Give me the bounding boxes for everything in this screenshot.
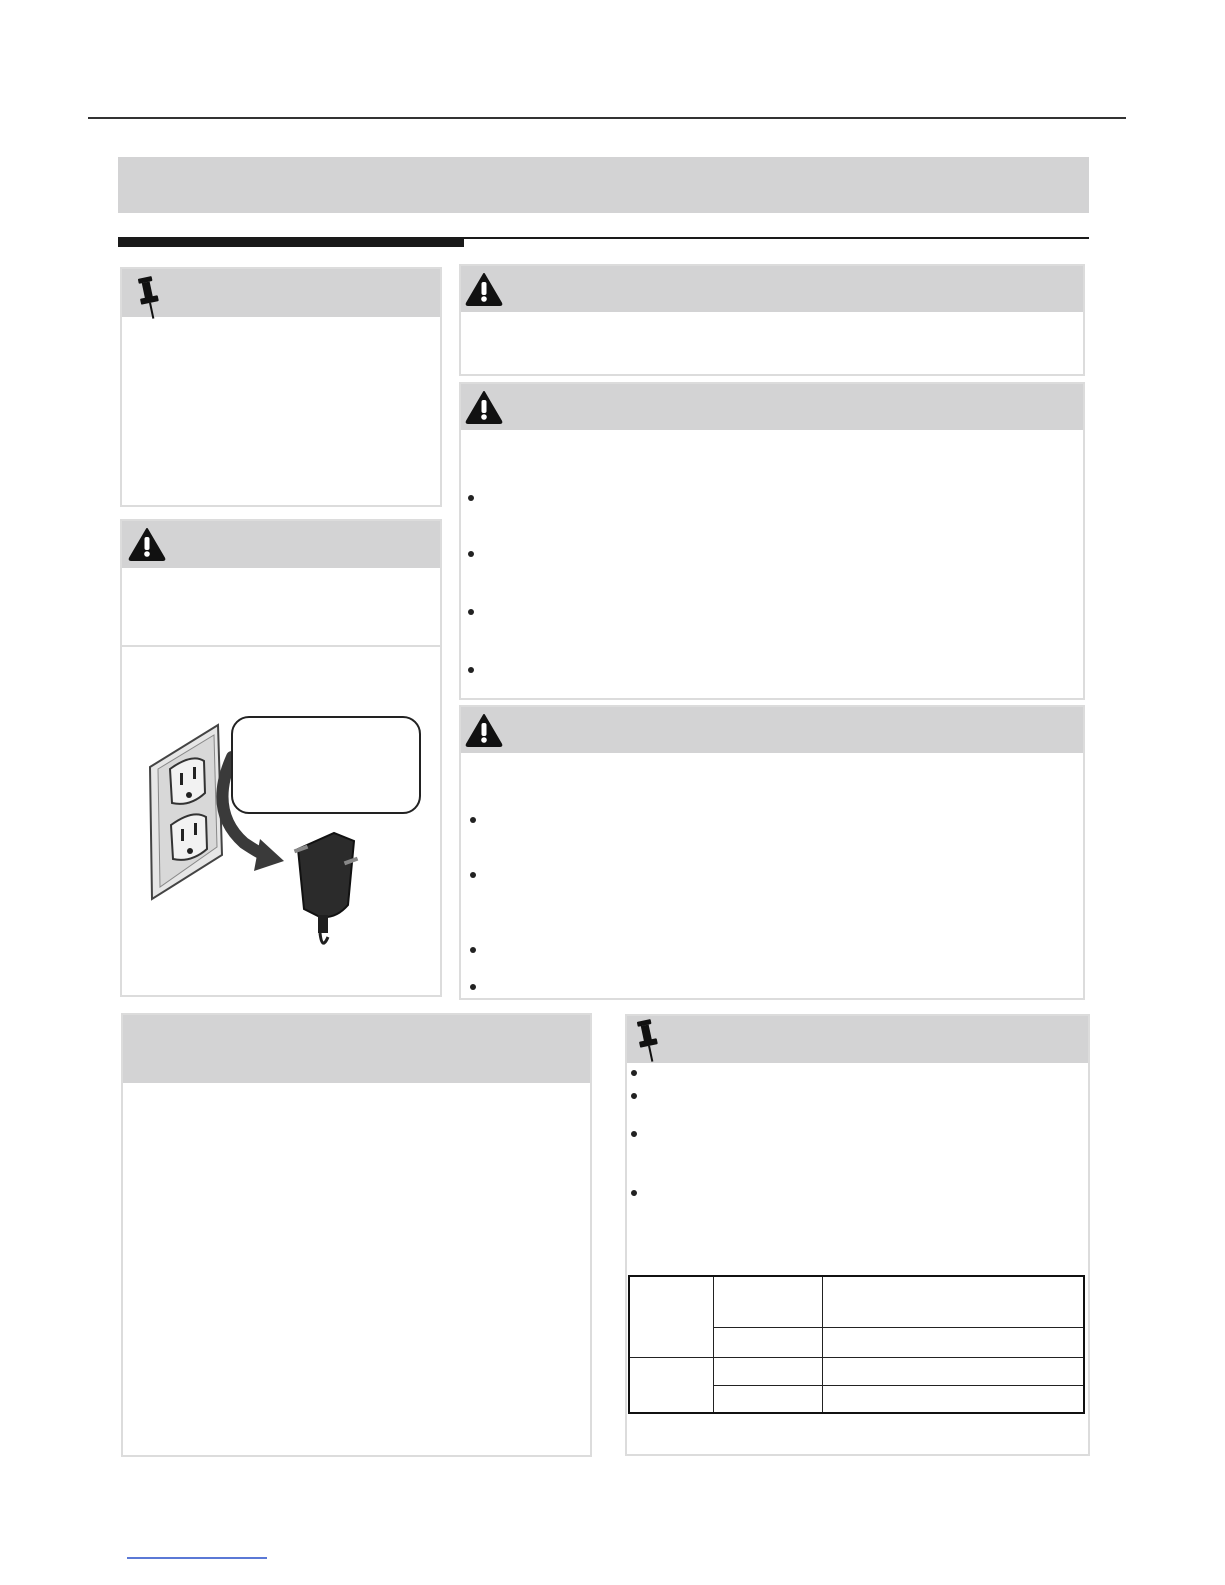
table-cell — [714, 1276, 823, 1327]
list-bullet — [468, 551, 474, 557]
wall-outlet-plate — [150, 725, 222, 899]
table-cell — [714, 1327, 823, 1357]
section-heading — [118, 237, 1089, 247]
list-bullet — [631, 1093, 637, 1099]
list-bullet — [470, 817, 476, 823]
warning-panel-1-header — [461, 266, 1083, 312]
table-cell — [823, 1327, 1085, 1357]
top-rule — [88, 117, 1126, 119]
info-panel-bottom-left — [121, 1013, 592, 1457]
list-bullet — [468, 667, 474, 673]
table-cell — [823, 1357, 1085, 1385]
section-heading-thick-bar — [118, 237, 464, 247]
table-cell — [714, 1357, 823, 1385]
callout-bubble — [231, 716, 421, 814]
list-bullet — [468, 609, 474, 615]
warning-panel-1 — [459, 264, 1085, 376]
table-cell — [629, 1357, 714, 1413]
note-panel-top-left — [120, 267, 442, 507]
warning-triangle-icon — [465, 272, 503, 306]
warning-panel-3 — [459, 705, 1085, 1000]
list-bullet — [470, 984, 476, 990]
power-plug — [294, 833, 359, 943]
note-panel-bottom-right — [625, 1014, 1090, 1456]
warning-panel-2 — [459, 382, 1085, 700]
table-cell — [823, 1276, 1085, 1327]
caution-panel-left — [120, 519, 442, 997]
pushpin-icon — [134, 275, 164, 321]
list-bullet — [470, 947, 476, 953]
warning-panel-3-header — [461, 707, 1083, 753]
table-row — [629, 1357, 1084, 1385]
list-bullet — [631, 1070, 637, 1076]
section-heading-thin-line — [464, 237, 1089, 239]
warning-triangle-icon — [465, 390, 503, 424]
title-banner — [118, 157, 1089, 213]
warning-triangle-icon — [465, 713, 503, 747]
note-panel-header — [122, 269, 440, 317]
list-bullet — [470, 872, 476, 878]
table-cell — [714, 1385, 823, 1413]
table-cell — [629, 1276, 714, 1357]
table-cell — [823, 1385, 1085, 1413]
warning-panel-2-header — [461, 384, 1083, 430]
spec-table — [628, 1275, 1085, 1414]
note-panel-bottom-header — [627, 1016, 1088, 1063]
footer-link[interactable] — [127, 1557, 267, 1559]
pushpin-icon — [633, 1018, 663, 1064]
list-bullet — [631, 1190, 637, 1196]
info-panel-header — [123, 1015, 590, 1083]
list-bullet — [468, 495, 474, 501]
list-bullet — [631, 1131, 637, 1137]
table-row — [629, 1276, 1084, 1327]
